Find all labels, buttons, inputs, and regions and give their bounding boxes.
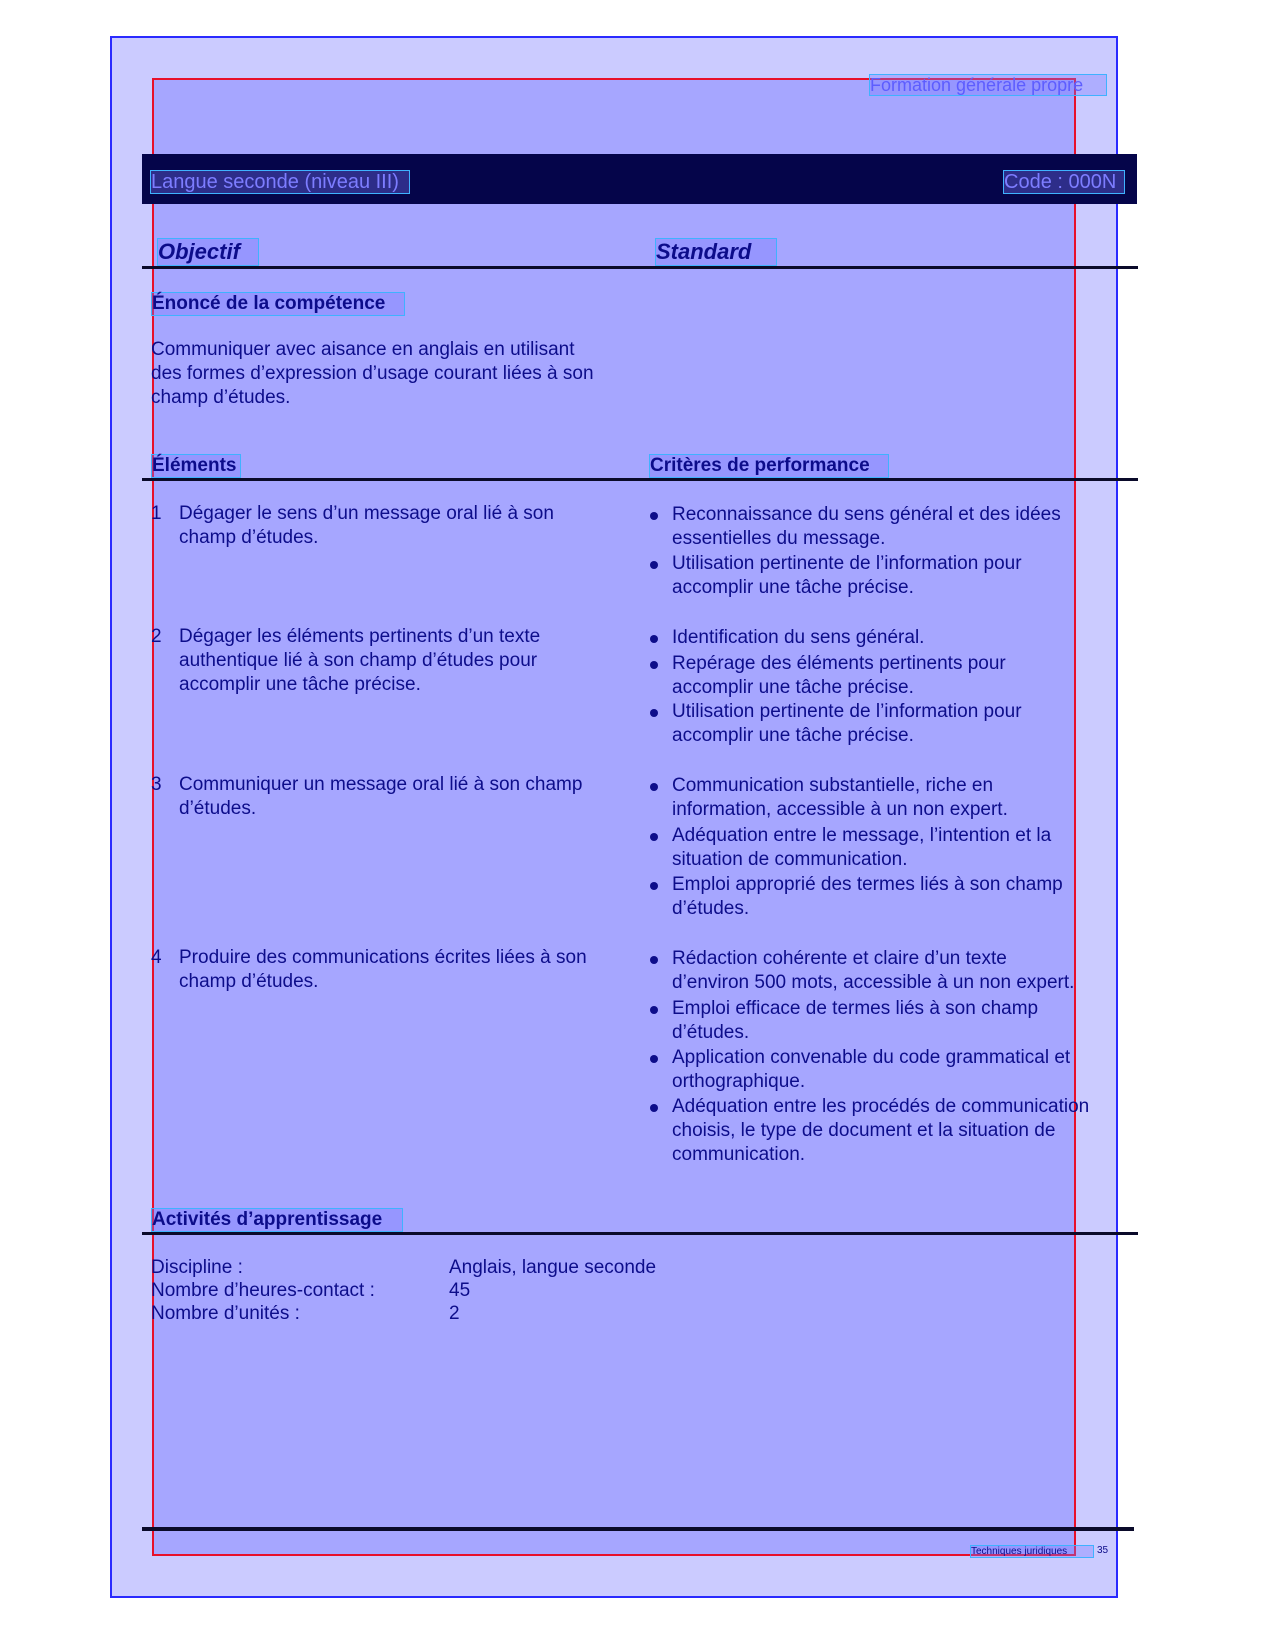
element-line: accomplir une tâche précise. [179, 674, 421, 695]
criteria-title: Critères de performance [649, 454, 889, 478]
criterion-line: d’environ 500 mots, accessible à un non expert. [672, 972, 1075, 993]
bullet-icon [650, 882, 658, 890]
criterion-line: Rédaction cohérente et claire d’un texte [672, 948, 1007, 969]
discipline-label: Discipline : [151, 1257, 243, 1278]
criterion-line: communication. [672, 1144, 806, 1165]
footer-program: Techniques juridiques [970, 1545, 1094, 1558]
element-number: 3 [151, 774, 162, 795]
criterion-line: essentielles du message. [672, 528, 886, 549]
element-line: Dégager le sens d’un message oral lié à son [179, 503, 554, 524]
element-line: d’études. [179, 798, 257, 819]
bullet-icon [650, 512, 658, 520]
criterion-line: Communication substantielle, riche en [672, 775, 994, 796]
standard-header: Standard [655, 238, 777, 266]
criterion-line: Application convenable du code grammatical et [672, 1047, 1071, 1068]
footer-page-number: 35 [1097, 1545, 1109, 1556]
element-line: Communiquer un message oral lié à son champ [179, 774, 583, 795]
criterion-line: Utilisation pertinente de l’information pour [672, 553, 1022, 574]
objective-header: Objectif [157, 238, 259, 266]
units-label: Nombre d’unités : [151, 1303, 300, 1324]
elements-title: Éléments [151, 454, 241, 478]
elements-rule [142, 478, 1138, 481]
bullet-icon [650, 833, 658, 841]
criterion-line: accomplir une tâche précise. [672, 677, 914, 698]
competence-line-1: Communiquer avec aisance en anglais en utilisant [151, 339, 575, 360]
competence-line-3: champ d’études. [151, 387, 291, 408]
competence-title: Énoncé de la compétence [151, 292, 405, 316]
criterion-line: information, accessible à un non expert. [672, 799, 1008, 820]
bullet-icon [650, 635, 658, 643]
criterion-line: Identification du sens général. [672, 627, 925, 648]
element-line: Dégager les éléments pertinents d’un texte [179, 626, 541, 647]
course-code: Code : 000N [1003, 170, 1125, 194]
element-number: 1 [151, 503, 162, 524]
hours-value: 45 [449, 1280, 471, 1301]
criterion-line: Adéquation entre le message, l’intention et la [672, 825, 1052, 846]
header-rule [142, 266, 1138, 269]
program-label: Formation générale propre [869, 74, 1107, 96]
units-value: 2 [449, 1303, 460, 1324]
course-title: Langue seconde (niveau III) [150, 170, 410, 194]
activities-title: Activités d’apprentissage [151, 1208, 403, 1232]
element-line: champ d’études. [179, 971, 319, 992]
bullet-icon [650, 1104, 658, 1112]
element-line: authentique lié à son champ d’études pour [179, 650, 538, 671]
bullet-icon [650, 561, 658, 569]
activities-rule [142, 1232, 1138, 1235]
element-line: champ d’études. [179, 527, 319, 548]
bullet-icon [650, 1055, 658, 1063]
bullet-icon [650, 783, 658, 791]
bullet-icon [650, 661, 658, 669]
criterion-line: d’études. [672, 898, 750, 919]
criterion-line: Emploi approprié des termes liés à son champ [672, 874, 1063, 895]
criterion-line: accomplir une tâche précise. [672, 725, 914, 746]
bullet-icon [650, 956, 658, 964]
criterion-line: choisis, le type de document et la situation de [672, 1120, 1056, 1141]
criterion-line: orthographique. [672, 1071, 806, 1092]
criterion-line: Repérage des éléments pertinents pour [672, 653, 1006, 674]
criterion-line: accomplir une tâche précise. [672, 577, 914, 598]
discipline-value: Anglais, langue seconde [449, 1257, 657, 1278]
criterion-line: Utilisation pertinente de l’information pour [672, 701, 1022, 722]
element-line: Produire des communications écrites liées à son [179, 947, 587, 968]
hours-label: Nombre d’heures-contact : [151, 1280, 375, 1301]
criterion-line: Adéquation entre les procédés de communication [672, 1096, 1090, 1117]
bullet-icon [650, 1006, 658, 1014]
criterion-line: Reconnaissance du sens général et des idées [672, 504, 1061, 525]
bullet-icon [650, 709, 658, 717]
criterion-line: situation de communication. [672, 849, 908, 870]
element-number: 2 [151, 626, 162, 647]
element-number: 4 [151, 947, 162, 968]
criterion-line: d’études. [672, 1022, 750, 1043]
criterion-line: Emploi efficace de termes liés à son champ [672, 998, 1039, 1019]
competence-line-2: des formes d’expression d’usage courant liées à son [151, 363, 594, 384]
footer-rule [142, 1527, 1134, 1531]
